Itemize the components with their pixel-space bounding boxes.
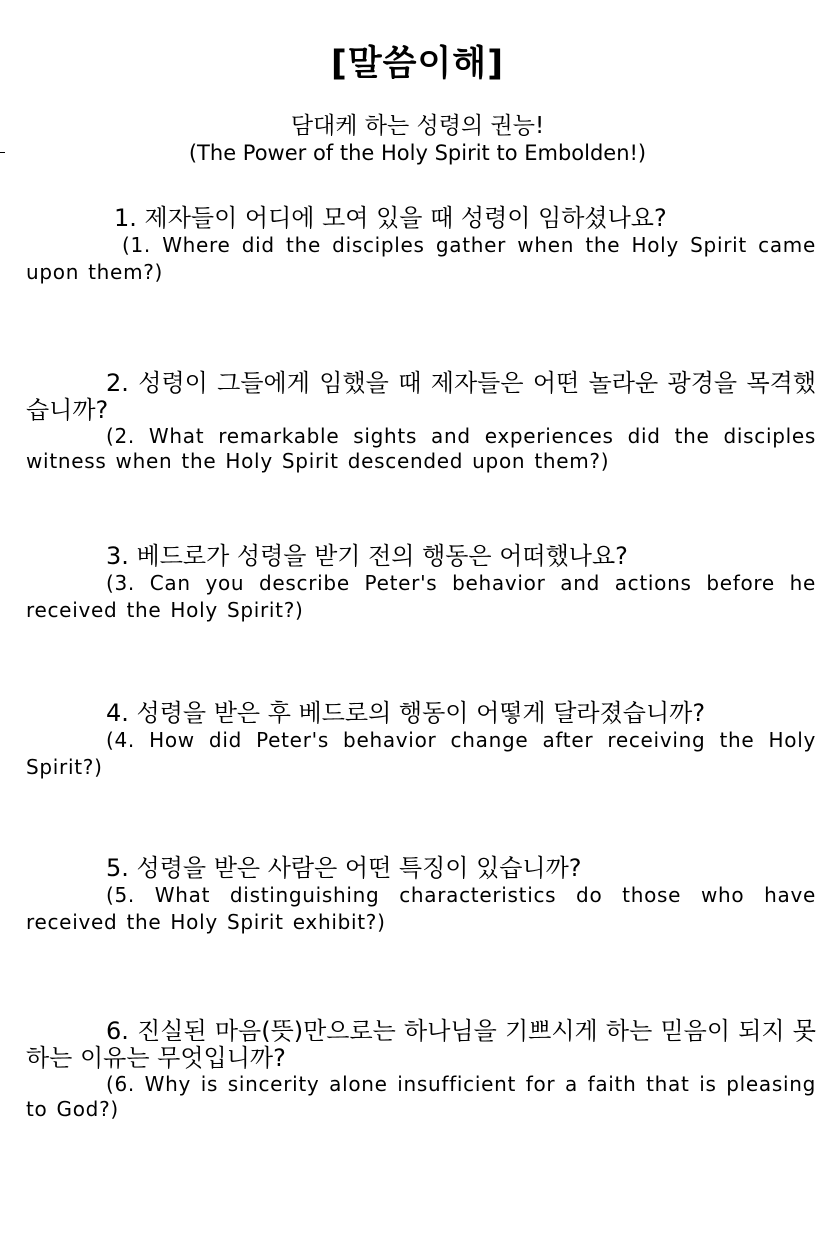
subtitle-english: (The Power of the Holy Spirit to Embolden!) <box>188 141 647 165</box>
question-3 <box>26 543 816 624</box>
question-4 <box>26 700 816 781</box>
question-4-english: (4. How did Peter's behavior change after receiving the Holy Spirit?) <box>26 728 816 779</box>
question-1-english: (1. Where did the disciples gather when the Holy Spirit came upon them?) <box>26 233 816 284</box>
question-6-korean: 6. 진실된 마음(뜻)만으로는 하나님을 기쁘시게 하는 믿음이 되지 못하는 이유는 무엇입니까? <box>26 1017 816 1072</box>
question-4-korean: 4. 성령을 받은 후 베드로의 행동이 어떻게 달라졌습니까? <box>106 699 706 727</box>
question-2-english: (2. What remarkable sights and experiences did the disciples witness when the Holy Spirit descended upon them?) <box>26 424 816 473</box>
question-1-korean: 1. 제자들이 어디에 모여 있을 때 성령이 임하셨나요? <box>114 204 667 232</box>
question-6-english: (6. Why is sincerity alone insufficient for a faith that is pleasing to God?) <box>26 1072 816 1121</box>
question-3-korean: 3. 베드로가 성령을 받기 전의 행동은 어떠했나요? <box>106 542 628 570</box>
question-3-english: (3. Can you describe Peter's behavior and actions before he received the Holy Spirit?) <box>26 571 816 622</box>
question-2-korean: 2. 성령이 그들에게 임했을 때 제자들은 어떤 놀라운 광경을 목격했습니까? <box>26 369 816 424</box>
question-5-english: (5. What distinguishing characteristics do those who have received the Holy Spirit exhibit?) <box>26 883 816 934</box>
question-2 <box>26 370 816 474</box>
question-6 <box>26 1018 816 1122</box>
page-title: [말씀이해] <box>330 44 505 84</box>
question-5-korean: 5. 성령을 받은 사람은 어떤 특징이 있습니까? <box>106 854 582 882</box>
question-5 <box>26 855 816 936</box>
subtitle-korean: 담대케 하는 성령의 권능! <box>290 113 545 139</box>
question-1 <box>26 205 816 286</box>
